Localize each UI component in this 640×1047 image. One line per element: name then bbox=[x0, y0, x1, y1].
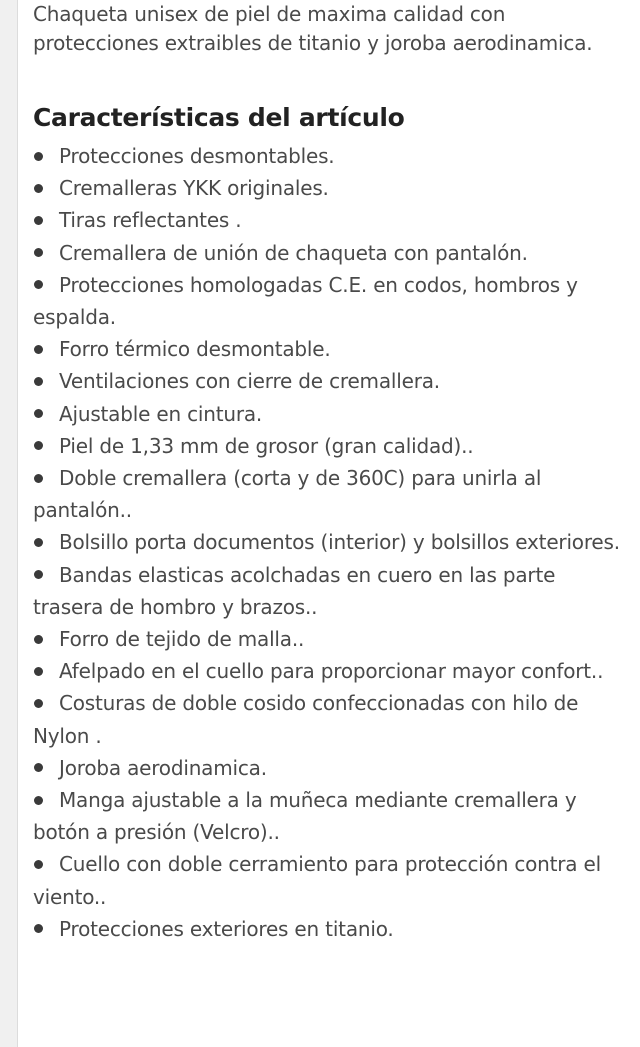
feature-item bbox=[33, 559, 628, 623]
feature-item bbox=[33, 204, 628, 236]
product-description: Chaqueta unisex de piel de maxima calidad con protecciones extraibles de titanio y joroba aerodinamica. bbox=[33, 2, 593, 55]
bullet-dot-icon bbox=[34, 441, 43, 450]
bullet-dot-icon bbox=[34, 184, 43, 193]
feature-text: Bandas elasticas acolchadas en cuero en las parte trasera de hombro y brazos.. bbox=[33, 562, 556, 619]
feature-item bbox=[33, 784, 628, 848]
features-heading: Características del artículo bbox=[33, 103, 405, 132]
bullet-dot-icon bbox=[34, 538, 43, 547]
feature-text: Manga ajustable a la muñeca mediante cremallera y botón a presión (Velcro).. bbox=[33, 788, 577, 845]
feature-item bbox=[33, 752, 628, 784]
feature-text: Ventilaciones con cierre de cremallera. bbox=[59, 369, 440, 394]
feature-text: Protecciones desmontables. bbox=[59, 144, 335, 168]
bullet-dot-icon bbox=[34, 635, 43, 644]
feature-text: Cremalleras YKK originales. bbox=[59, 176, 329, 201]
feature-item bbox=[33, 430, 628, 462]
bullet-dot-icon bbox=[34, 699, 43, 708]
feature-item bbox=[33, 398, 628, 430]
bullet-dot-icon bbox=[34, 763, 43, 772]
feature-item bbox=[33, 526, 628, 558]
feature-item bbox=[33, 913, 628, 945]
feature-item bbox=[33, 365, 628, 397]
feature-item bbox=[33, 848, 628, 912]
feature-text: Tiras reflectantes . bbox=[59, 208, 242, 233]
product-details bbox=[33, 0, 628, 945]
bullet-dot-icon bbox=[34, 345, 43, 354]
feature-text: Protecciones homologadas C.E. en codos, hombros y espalda. bbox=[33, 272, 578, 330]
feature-text: Cremallera de unión de chaqueta con pantalón. bbox=[59, 240, 528, 265]
feature-text: Piel de 1,33 mm de grosor (gran calidad).. bbox=[59, 433, 474, 458]
bullet-dot-icon bbox=[34, 667, 43, 676]
feature-text: Ajustable en cintura. bbox=[59, 401, 263, 426]
feature-item bbox=[33, 140, 628, 172]
bullet-dot-icon bbox=[34, 860, 43, 869]
bullet-dot-icon bbox=[34, 377, 43, 386]
feature-text: Protecciones exteriores en titanio. bbox=[59, 916, 394, 941]
feature-item bbox=[33, 462, 628, 526]
feature-item bbox=[33, 269, 628, 333]
feature-text: Costuras de doble cosido confeccionadas con hilo de Nylon . bbox=[33, 691, 579, 748]
feature-text: Forro térmico desmontable. bbox=[59, 337, 331, 362]
bullet-dot-icon bbox=[34, 924, 43, 933]
bullet-dot-icon bbox=[34, 280, 43, 289]
bullet-dot-icon bbox=[34, 248, 43, 257]
bullet-dot-icon bbox=[34, 796, 43, 805]
left-gutter bbox=[0, 0, 17, 1047]
feature-text: Bolsillo porta documentos (interior) y bolsillos exteriores. bbox=[59, 530, 620, 555]
feature-item bbox=[33, 655, 628, 687]
feature-text: Joroba aerodinamica. bbox=[59, 755, 267, 780]
feature-text: Doble cremallera (corta y de 360C) para unirla al pantalón.. bbox=[33, 466, 542, 523]
bullet-dot-icon bbox=[34, 570, 43, 579]
feature-item bbox=[33, 623, 628, 655]
bullet-dot-icon bbox=[34, 152, 43, 161]
feature-text: Cuello con doble cerramiento para protección contra el viento.. bbox=[33, 852, 601, 909]
feature-item bbox=[33, 237, 628, 269]
bullet-dot-icon bbox=[34, 409, 43, 418]
bullet-dot-icon bbox=[34, 216, 43, 225]
feature-item bbox=[33, 687, 628, 751]
features-list bbox=[33, 140, 628, 945]
bullet-dot-icon bbox=[34, 474, 43, 483]
feature-item bbox=[33, 333, 628, 365]
feature-text: Forro de tejido de malla.. bbox=[59, 627, 305, 652]
feature-item bbox=[33, 172, 628, 204]
feature-text: Afelpado en el cuello para proporcionar mayor confort.. bbox=[59, 659, 604, 684]
